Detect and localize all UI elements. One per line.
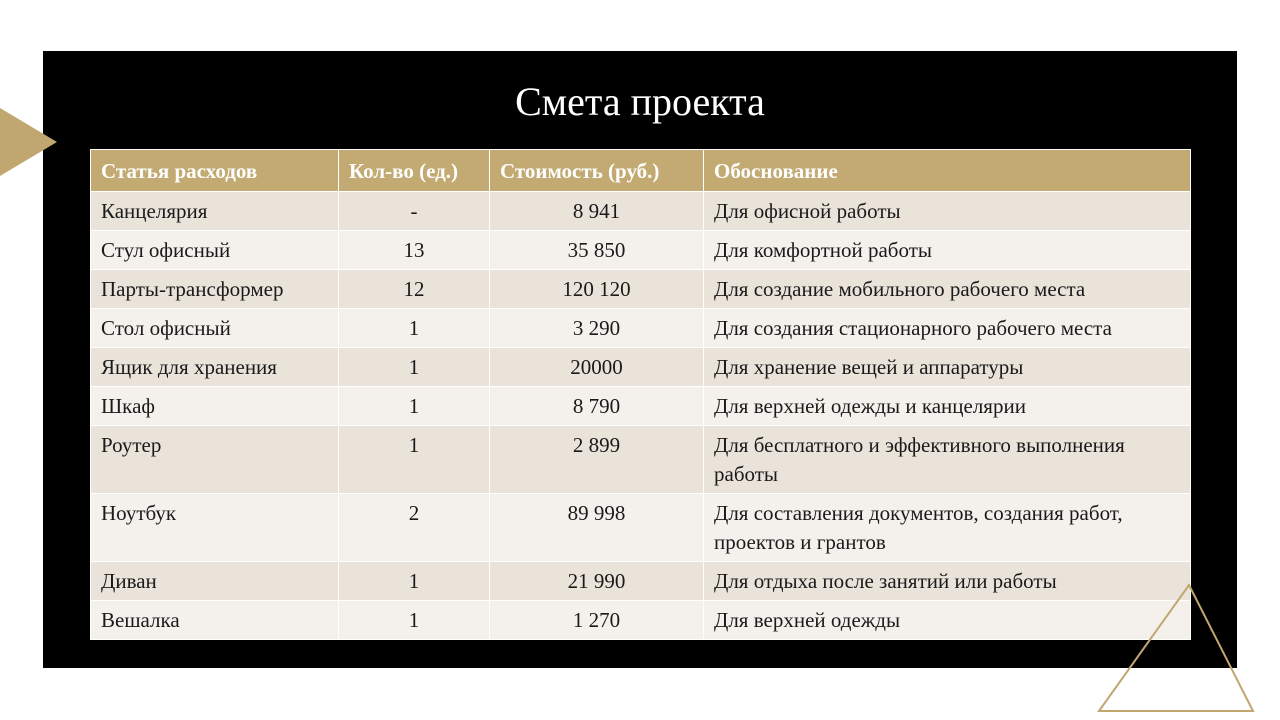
table-row <box>91 348 1191 387</box>
cell-cost: 1 270 <box>490 601 704 640</box>
cell-justification: Для верхней одежды <box>704 601 1191 640</box>
cell-cost: 8 790 <box>490 387 704 426</box>
cell-cost: 120 120 <box>490 270 704 309</box>
cell-quantity: 1 <box>339 562 490 601</box>
header-cost: Стоимость (руб.) <box>490 150 704 192</box>
cell-justification: Для создания стационарного рабочего места <box>704 309 1191 348</box>
table-row <box>91 309 1191 348</box>
cell-cost: 89 998 <box>490 494 704 562</box>
cell-item: Шкаф <box>91 387 339 426</box>
cell-cost: 3 290 <box>490 309 704 348</box>
cell-justification: Для бесплатного и эффективного выполнения работы <box>704 426 1191 494</box>
cell-justification: Для комфортной работы <box>704 231 1191 270</box>
cell-cost: 8 941 <box>490 192 704 231</box>
cell-quantity: 12 <box>339 270 490 309</box>
cell-quantity: 1 <box>339 348 490 387</box>
cell-cost: 35 850 <box>490 231 704 270</box>
cell-quantity: - <box>339 192 490 231</box>
cell-item: Парты-трансформер <box>91 270 339 309</box>
table-row <box>91 426 1191 494</box>
cell-item: Ящик для хранения <box>91 348 339 387</box>
cell-item: Роутер <box>91 426 339 494</box>
cell-justification: Для верхней одежды и канцелярии <box>704 387 1191 426</box>
table-row <box>91 231 1191 270</box>
cell-quantity: 2 <box>339 494 490 562</box>
table-row <box>91 192 1191 231</box>
cell-quantity: 1 <box>339 426 490 494</box>
cell-quantity: 1 <box>339 387 490 426</box>
table-row <box>91 601 1191 640</box>
cell-item: Стул офисный <box>91 231 339 270</box>
header-expense-item: Статья расходов <box>91 150 339 192</box>
budget-table <box>90 149 1191 640</box>
cell-quantity: 1 <box>339 309 490 348</box>
table-row <box>91 270 1191 309</box>
cell-item: Диван <box>91 562 339 601</box>
cell-cost: 20000 <box>490 348 704 387</box>
cell-item: Ноутбук <box>91 494 339 562</box>
slide-title: Смета проекта <box>515 79 765 124</box>
cell-justification: Для офисной работы <box>704 192 1191 231</box>
cell-justification: Для отдыха после занятий или работы <box>704 562 1191 601</box>
cell-quantity: 13 <box>339 231 490 270</box>
table-header-row <box>91 150 1191 192</box>
cell-item: Вешалка <box>91 601 339 640</box>
cell-justification: Для создание мобильного рабочего места <box>704 270 1191 309</box>
cell-item: Канцелярия <box>91 192 339 231</box>
cell-item: Стол офисный <box>91 309 339 348</box>
cell-justification: Для составления документов, создания работ, проектов и грантов <box>704 494 1191 562</box>
decorative-triangle-outline <box>1095 583 1255 713</box>
cell-cost: 2 899 <box>490 426 704 494</box>
cell-quantity: 1 <box>339 601 490 640</box>
cell-cost: 21 990 <box>490 562 704 601</box>
header-quantity: Кол-во (ед.) <box>339 150 490 192</box>
table-row <box>91 494 1191 562</box>
header-justification: Обоснование <box>704 150 1191 192</box>
table-row <box>91 387 1191 426</box>
cell-justification: Для хранение вещей и аппаратуры <box>704 348 1191 387</box>
table-row <box>91 562 1191 601</box>
